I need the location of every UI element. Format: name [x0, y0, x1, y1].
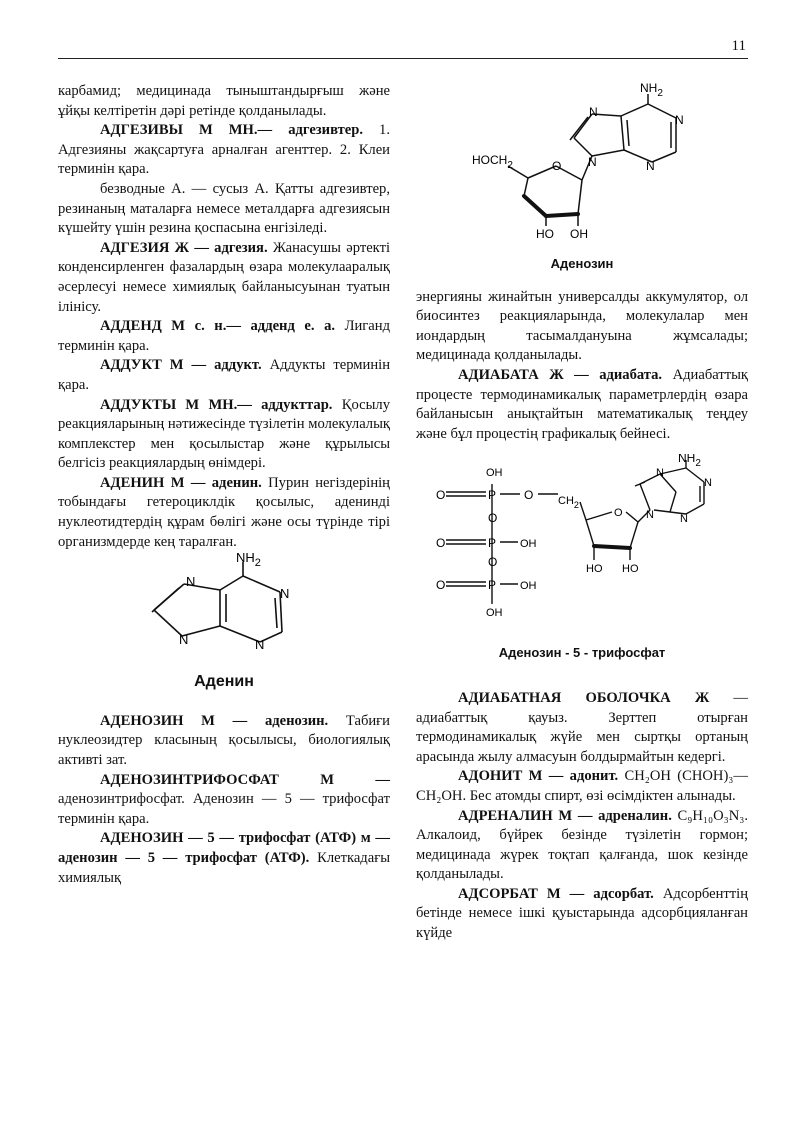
adenosine-caption: Аденозин	[550, 256, 614, 271]
entry-adduct: АДДУКТ М — аддукт. Аддукты терминін қара.	[58, 357, 391, 393]
atp-structure	[416, 454, 748, 629]
atp-oh-3: OH	[520, 580, 537, 593]
atp-ho-2: HO	[622, 563, 639, 576]
adenosine-oh: OH	[570, 227, 588, 241]
adenine-structure	[58, 552, 390, 672]
adenine-caption: Аденин	[194, 673, 254, 691]
entry-text: карбамид; медицинада тыныштандырғыш және ұйқы келтіретін дәрі ретінде қолданылады.	[58, 83, 390, 119]
atp-ring-o: O	[614, 507, 623, 520]
entry-adiabata: АДИАБАТА Ж — адиабата. Адиабаттық процесте термодинамикалық параметрлердің өзара байланысын анықтайтын математикалық теңдеу және бұл процестің графикалық бейнесі.	[416, 366, 749, 442]
header-rule	[58, 58, 748, 59]
entry-adenozin: АДЕНОЗИН М — аденозин. Табиғи нуклеозидтер класының қосылысы, биологиялық активті зат.	[58, 712, 390, 769]
atp-oh-2: OH	[520, 538, 537, 551]
atp-o-link-1: O	[488, 511, 498, 526]
adenosine-n1: N	[675, 113, 684, 127]
adenosine-nh2: $NH_2$	[640, 81, 663, 99]
atp-p-1: P	[488, 488, 497, 503]
entry-adenozin-cont: энергияны жинайтын универсалды аккумулятор, ол биосинтез реакцияларында, молекулалар мен иондардың тасымалдануына жұмсалады; медицинада қолданылады.	[416, 288, 748, 364]
n7-label: N	[186, 574, 196, 590]
entry-adonit: АДОНИТ М — адонит. CH₂OH (CHOH)₃—CH₂OH. Бес атомды спирт, өзі өсімдіктен алынады.	[416, 768, 748, 804]
atp-p-2: P	[488, 536, 497, 551]
right-column	[416, 78, 748, 944]
entry-adrenalin: АДРЕНАЛИН М — адреналин. C₉H₁₀O₃N₃. Алкалоид, бүйрек безінде түзілетін гормон; медицинада жүрек тоқтап қалғанда, шок кезінде қолданылады.	[416, 807, 748, 883]
atp-p-3: P	[488, 578, 497, 593]
adenosine-n9: N	[588, 155, 597, 169]
atp-ch2: $CH_2$	[558, 495, 579, 511]
atp-nh2: $NH_2$	[678, 454, 701, 470]
atp-n3: N	[680, 513, 688, 526]
atp-o-bridge: O	[524, 488, 534, 503]
atp-ho-1: HO	[586, 563, 603, 576]
atp-n9: N	[646, 509, 654, 522]
adenosine-hoch2: $HOCH_2$	[472, 153, 513, 171]
atp-o-1: O	[436, 488, 446, 503]
entry-bezvodnye: безводные А. — сусыз А. Қатты адгезивтер, резинаның маталарға немесе металдарға адгезиясын күшейту үшін резина қоспасына енгізіледі.	[58, 180, 390, 237]
nh2-label: $NH_2$	[236, 552, 261, 570]
page-number: 11	[731, 38, 746, 54]
entry-adenin: АДЕНИН М — аденин. Пурин негіздерінің тобындағы гетероциклдік қосылыс, аденинді нуклеотидтердің құрам бөлігі және осы түрінде тірі организмдерде кең таралған.	[58, 474, 390, 550]
n9-label: N	[179, 632, 189, 648]
entry-adsorbat: АДСОРБАТ М — адсорбат. Адсорбенттің бетінде немесе ішкі қуыстарында адсорбцияланған күйде	[416, 885, 748, 942]
entry-adiabatnaya: АДИАБАТНАЯ ОБОЛОЧКА Ж — адиабаттық қауыз. Зерттеп отырған термодинамикалық жүйе мен сыртқы ортаның арасында жылу алмасуын болдырмайтын кедергі.	[416, 689, 748, 765]
adenosine-ring-o: O	[552, 159, 562, 173]
atp-o-3: O	[436, 578, 446, 593]
left-column	[58, 82, 390, 888]
atp-oh-bottom: OH	[486, 607, 503, 620]
entry-addend: АДДЕНД М с. н.— адденд е. а. Лиганд терминін қара.	[58, 318, 390, 354]
atp-oh-top: OH	[486, 467, 503, 480]
adenosine-structure	[416, 78, 748, 248]
adenosine-n7: N	[589, 105, 598, 119]
atp-n7: N	[656, 467, 664, 480]
entry-adducty: АДДУКТЫ М МН.— аддукттар. Қосылу реакцияларының нәтижесінде түзілетін молекулалық комплекстер мен қосылыстар және құрылысы белгісіз реакциялардың өнімдері.	[58, 396, 390, 472]
entry-adgezivy: АДГЕЗИВЫ М МН.— адгезивтер. 1. Адгезияны жақсартуға арналған агенттер. 2. Клеи терминін қара.	[58, 122, 390, 178]
entry-adenozin-5: АДЕНОЗИН — 5 — трифосфат (АТФ) м — аденозин — 5 — трифосфат (АТФ). Клеткадағы химиялық	[58, 830, 391, 886]
adenosine-ho: HO	[536, 227, 554, 241]
atp-caption: Аденозин - 5 - трифосфат	[498, 645, 666, 661]
atp-n1: N	[704, 477, 712, 490]
entry-adenozintrifosfat: АДЕНОЗИНТРИФОСФАТ М — аденозинтрифосфат. Аденозин — 5 — трифосфат терминін қара.	[58, 771, 390, 827]
n3-label: N	[255, 637, 265, 653]
adenosine-n3: N	[646, 159, 655, 173]
atp-o-link-2: O	[488, 555, 498, 570]
atp-o-2: O	[436, 536, 446, 551]
entry-adgeziya: АДГЕЗИЯ Ж — адгезия. Жанасушы әртекті конденсирленген фазалардың өзара молекулааралық әсерлесуі немесе химиялық байланысуынан туатын ілінісу.	[58, 239, 391, 315]
n1-label: N	[280, 586, 290, 602]
